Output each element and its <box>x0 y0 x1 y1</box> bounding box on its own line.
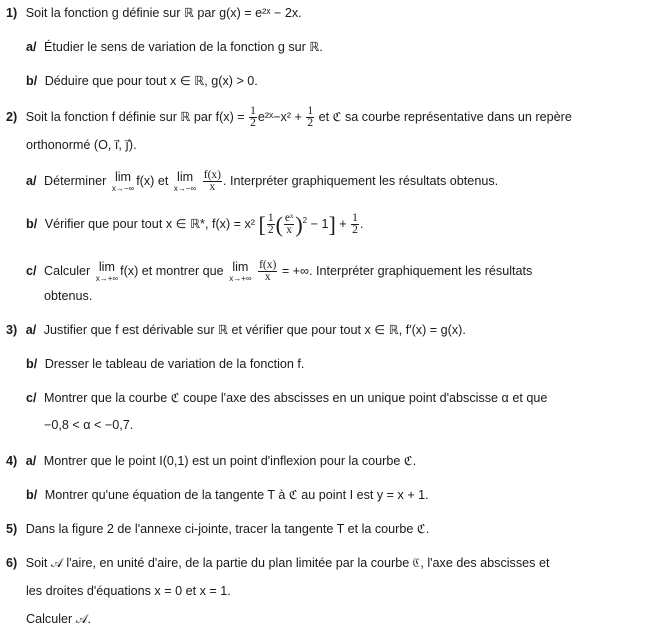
fraction-denominator: x <box>264 271 271 283</box>
q2c-post: = +∞. Interpréter graphiquement les résultats <box>281 263 533 278</box>
limit-minus-infinity-2 <box>174 170 196 193</box>
q2c-line <box>26 260 532 283</box>
q4a-text: Montrer que le point I(0,1) est un point d'inflexion pour la courbe ℭ. <box>43 454 417 468</box>
q3c-line2-text: −0,8 < α < −0,7. <box>44 418 134 432</box>
lim-subscript: x→+∞ <box>229 274 252 283</box>
fraction-numerator: f(x) <box>203 169 221 181</box>
q5-text: Dans la figure 2 de l'annexe ci-jointe, tracer la tangente T et la courbe ℭ. <box>25 522 430 536</box>
q2a-line <box>26 170 498 193</box>
q3a-label: a/ <box>25 323 37 337</box>
left-paren-icon: ( <box>275 211 283 237</box>
q3c-text: Montrer que la courbe ℭ coupe l'axe des abscisses en un unique point d'abscisse α et que <box>44 391 548 405</box>
fraction-denominator: x <box>286 224 292 237</box>
fraction-denominator: 2 <box>250 117 256 129</box>
q3c-line2 <box>44 416 133 434</box>
right-paren-icon: ) <box>295 211 303 237</box>
q4a-line <box>6 452 416 470</box>
lim-word: lim <box>232 260 249 274</box>
q4b-label: b/ <box>26 488 38 502</box>
q2c-label: c/ <box>26 263 37 278</box>
q1b-label: b/ <box>26 74 38 88</box>
limit-plus-infinity-2 <box>229 260 251 283</box>
q6-text: Soit 𝒜 l'aire, en unité d'aire, de la partie du plan limitée par la courbe ℭ, l'axe des abscisses et <box>25 556 550 570</box>
q2b-end: . <box>359 217 364 232</box>
q3b-line <box>26 355 304 373</box>
q2-intro-line2 <box>26 136 137 154</box>
q4a-label: a/ <box>25 454 37 468</box>
q5-number: 5) <box>6 522 18 536</box>
q3b-label: b/ <box>26 357 38 371</box>
q2b-bracket-tail: − 1 <box>310 217 329 232</box>
fx-over-x-fraction-2 <box>258 260 277 283</box>
q2c-pre: Calculer <box>44 263 91 278</box>
q2c-line2-text: obtenus. <box>44 289 93 303</box>
lim-subscript: x→−∞ <box>111 184 135 193</box>
q1a-label: a/ <box>26 40 37 54</box>
q3b-text: Dresser le tableau de variation de la fonction f. <box>44 357 305 371</box>
q1a-text: Étudier le sens de variation de la fonction g sur ℝ. <box>44 40 323 54</box>
q4b-line <box>26 486 429 504</box>
q4-number: 4) <box>6 454 18 468</box>
fraction-denominator: 2 <box>267 224 274 237</box>
lim-word: lim <box>177 170 194 184</box>
fraction-numerator: 1 <box>352 212 358 225</box>
right-bracket-icon: ] <box>328 211 336 237</box>
q2-half-fraction-2 <box>306 106 314 129</box>
q3-number: 3) <box>6 323 18 337</box>
fraction-denominator: x <box>209 181 216 193</box>
q2a-post: . Interpréter graphiquement les résultats obtenus. <box>223 173 499 188</box>
q6-line3 <box>26 610 91 628</box>
q2b-line: b/ Vérifier que pour tout x ∈ ℝ*, f(x) = x² [ $\frac{1}{2}$ ( $\frac{\text{eˣ}}{x}$ )$^2$ − 1] + $\frac{1}{2}$ . <box>26 211 364 237</box>
ex-over-x-fraction <box>284 213 294 236</box>
q2c-line2 <box>44 287 92 305</box>
fraction-numerator: eˣ <box>284 212 294 225</box>
q2a-fx: f(x) et <box>136 173 169 188</box>
q2-half-fraction <box>249 106 257 129</box>
fraction-denominator: 2 <box>352 224 358 237</box>
q3c-line <box>26 389 547 407</box>
q3c-label: c/ <box>26 391 37 405</box>
q6-line2 <box>26 582 231 600</box>
fraction-numerator: f(x) <box>259 259 277 271</box>
q3a-line <box>6 321 466 339</box>
q2-intro-mid: e²ˣ−x² + <box>257 109 302 124</box>
q2b-pre: Vérifier que pour tout x ∈ ℝ*, f(x) = x² <box>44 217 255 232</box>
q2a-label: a/ <box>26 173 37 188</box>
fraction-numerator: 1 <box>267 212 274 225</box>
q2b-half-fraction-2 <box>351 213 359 236</box>
lim-word: lim <box>98 260 115 274</box>
lim-word: lim <box>114 170 132 184</box>
q2b-label: b/ <box>26 217 38 232</box>
q1b-line <box>26 72 258 90</box>
limit-plus-infinity <box>96 260 118 283</box>
fx-over-x-fraction <box>203 170 222 193</box>
q2-number: 2) <box>6 109 18 124</box>
q2-intro-post: et ℭ sa courbe représentative dans un repère <box>318 109 572 124</box>
q2a-pre: Déterminer <box>44 173 107 188</box>
q1-number: 1) <box>6 6 18 20</box>
fraction-denominator: 2 <box>307 117 314 129</box>
q2-intro-pre: Soit la fonction f définie sur ℝ par f(x) = <box>25 109 245 124</box>
fraction-numerator: 1 <box>250 105 256 117</box>
q6-line2-text: les droites d'équations x = 0 et x = 1. <box>26 584 231 598</box>
fraction-numerator: 1 <box>307 105 314 117</box>
q6-line <box>6 554 549 572</box>
q1-line <box>6 4 302 22</box>
q1a-line <box>26 38 323 56</box>
q6-line3-text: Calculer 𝒜. <box>26 612 92 626</box>
q2-intro-line2-text: orthonormé (O, i⃗, j⃗). <box>26 138 137 152</box>
q3a-text: Justifier que f est dérivable sur ℝ et vérifier que pour tout x ∈ ℝ, f′(x) = g(x). <box>43 323 466 337</box>
q2c-fx: f(x) et montrer que <box>120 263 224 278</box>
q1b-text: Déduire que pour tout x ∈ ℝ, g(x) > 0. <box>44 74 258 88</box>
limit-minus-infinity <box>112 170 134 193</box>
q2b-half-fraction <box>267 213 275 236</box>
q6-number: 6) <box>6 556 18 570</box>
q5-line <box>6 520 429 538</box>
q4b-text: Montrer qu'une équation de la tangente T à ℭ au point I est y = x + 1. <box>44 488 429 502</box>
lim-subscript: x→−∞ <box>173 184 197 193</box>
left-bracket-icon: [ <box>258 211 266 237</box>
lim-subscript: x→+∞ <box>95 274 119 283</box>
q1-text: Soit la fonction g définie sur ℝ par g(x) = e²ˣ − 2x. <box>25 6 302 20</box>
q2-intro-line <box>6 106 572 129</box>
